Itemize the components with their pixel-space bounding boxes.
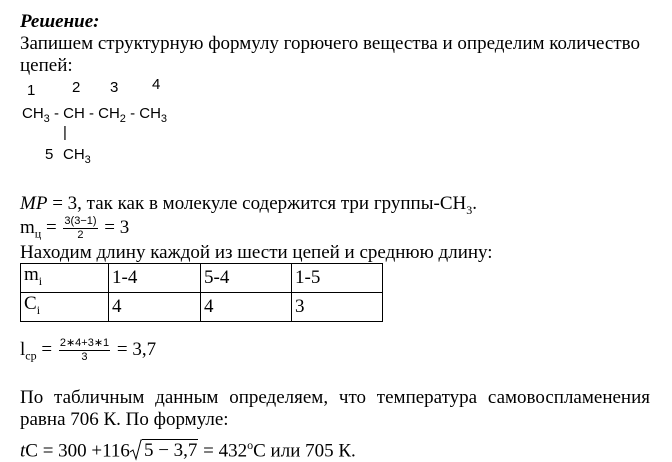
carbon-number-1: 1 — [27, 82, 36, 99]
table-data-line1: По табличным данным определяем, что температура самовоспламенения — [20, 387, 650, 408]
carbon-number-4: 4 — [152, 76, 161, 93]
carbon-number-5: 5 — [45, 146, 54, 163]
table-row — [21, 292, 383, 321]
main-chain-part: - CH - CH — [49, 105, 120, 122]
table-data-line2: равна 706 К. По формуле: — [20, 409, 229, 430]
degree-sign: о — [247, 438, 254, 452]
mc-formula — [20, 215, 129, 245]
table-row — [21, 264, 383, 293]
lcp-denominator: 3 — [81, 351, 88, 363]
final-result: = 432 — [198, 440, 248, 462]
main-chain — [22, 105, 167, 125]
row-head: m — [24, 264, 39, 285]
lcp-fraction — [59, 337, 110, 364]
main-chain-part: - CH — [125, 105, 161, 122]
final-tail: С или 705 К. — [253, 440, 356, 462]
lcp-lhs-sub: ср — [25, 348, 37, 363]
lcp-numerator: 2∗4+3∗1 — [59, 337, 110, 349]
main-chain-sub: 3 — [160, 113, 168, 125]
table-cell: 4 — [109, 292, 201, 321]
mp-text: = 3, так как в молекуле содержится три группы-CH — [47, 193, 467, 214]
lcp-result: = 3,7 — [116, 338, 157, 360]
branch-group — [63, 146, 91, 166]
table-cell: 4 — [201, 292, 292, 321]
chains-table — [20, 263, 383, 322]
branch-part: CH — [63, 146, 85, 163]
mc-result: = 3 — [104, 216, 130, 238]
intro-text-line2: цепей: — [20, 55, 73, 76]
sqrt-radicand: 5 − 3,7 — [143, 440, 198, 462]
solution-heading: Решение: — [20, 11, 100, 32]
mp-dot: . — [472, 193, 477, 214]
mp-statement: MP = 3, так как в молекуле содержится три группы-$CH_3$. — [20, 193, 477, 217]
find-lengths-text: Находим длину каждой из шести цепей и среднюю длину: — [20, 242, 493, 263]
row-head-sub: i — [38, 273, 43, 288]
lcp-lhs: l — [20, 338, 26, 360]
row-head-sub: i — [36, 302, 41, 317]
table-cell: 5-4 — [201, 264, 292, 293]
mc-denominator: 2 — [77, 229, 84, 241]
carbon-number-2: 2 — [72, 79, 81, 96]
lcp-eq: = — [41, 338, 53, 360]
final-lhs-rest: C = 300 +116 — [25, 440, 130, 462]
branch-sub: 3 — [84, 154, 91, 166]
table-cell: 1-4 — [109, 264, 201, 293]
radical-icon — [130, 439, 142, 461]
table-cell: 3 — [292, 292, 383, 321]
final-lhs: t — [20, 440, 26, 462]
mc-lhs: m — [20, 216, 35, 238]
row-head: C — [24, 292, 37, 314]
mc-fraction — [63, 215, 97, 242]
main-chain-sub: 2 — [119, 113, 126, 125]
mp-sub: 3 — [466, 202, 473, 217]
lcp-formula — [20, 337, 156, 367]
table-cell — [21, 264, 109, 293]
branch-bond: | — [63, 124, 67, 141]
mc-numerator: 3(3−1) — [64, 215, 97, 227]
main-chain-part: CH — [22, 105, 44, 122]
table-cell: 1-5 — [292, 264, 383, 293]
mc-eq: = — [45, 216, 57, 238]
main-chain-sub: 3 — [43, 113, 50, 125]
final-formula — [20, 434, 356, 462]
intro-text-line1: Запишем структурную формулу горючего вещества и определим количество — [20, 33, 640, 54]
table-cell — [21, 292, 109, 321]
mc-lhs-sub: ц — [34, 226, 42, 241]
carbon-number-3: 3 — [110, 79, 119, 96]
sqrt-sign — [130, 439, 198, 462]
